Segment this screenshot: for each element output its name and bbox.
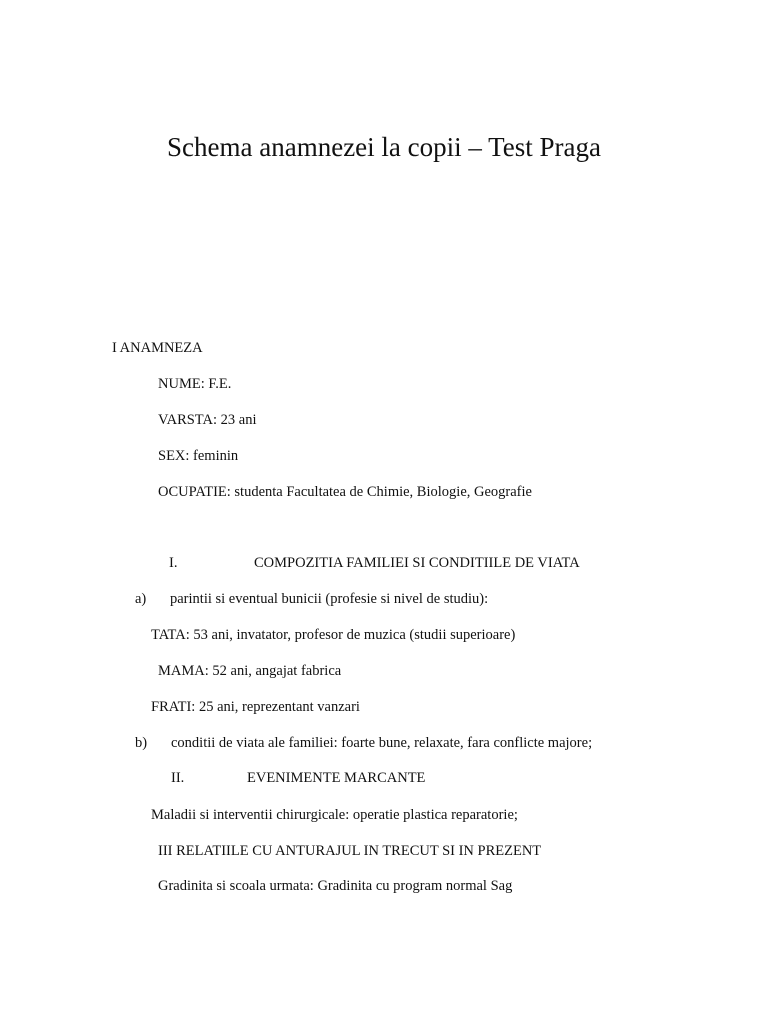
- item-a-label: a): [135, 591, 147, 607]
- item-a-text: parintii si eventual bunicii (profesie si nivel de studiu):: [170, 591, 489, 607]
- line-gradinita: Gradinita si scoala urmata: Gradinita cu program normal Sag: [158, 878, 513, 894]
- field-nume: NUME: F.E.: [158, 376, 232, 392]
- item-b-text: conditii de viata ale familiei: foarte bune, relaxate, fara conflicte majore;: [171, 735, 593, 751]
- section-3-title: III RELATIILE CU ANTURAJUL IN TRECUT SI IN PREZENT: [158, 843, 542, 859]
- section-1-number: I.: [169, 555, 178, 571]
- field-sex: SEX: feminin: [158, 448, 239, 464]
- line-tata: TATA: 53 ani, invatator, profesor de muzica (studii superioare): [151, 627, 516, 643]
- section-heading: I ANAMNEZA: [112, 340, 203, 356]
- item-b-label: b): [135, 735, 148, 751]
- field-varsta: VARSTA: 23 ani: [158, 412, 257, 428]
- section-2-number: II.: [171, 770, 185, 786]
- section-1-title: COMPOZITIA FAMILIEI SI CONDITIILE DE VIATA: [254, 555, 580, 571]
- document-title: Schema anamnezei la copii – Test Praga: [167, 132, 601, 162]
- line-maladii: Maladii si interventii chirurgicale: operatie plastica reparatorie;: [151, 807, 518, 823]
- section-2-title: EVENIMENTE MARCANTE: [247, 770, 426, 786]
- line-mama: MAMA: 52 ani, angajat fabrica: [158, 663, 342, 679]
- line-frati: FRATI: 25 ani, reprezentant vanzari: [151, 699, 360, 715]
- field-ocupatie: OCUPATIE: studenta Facultatea de Chimie, Biologie, Geografie: [158, 484, 532, 500]
